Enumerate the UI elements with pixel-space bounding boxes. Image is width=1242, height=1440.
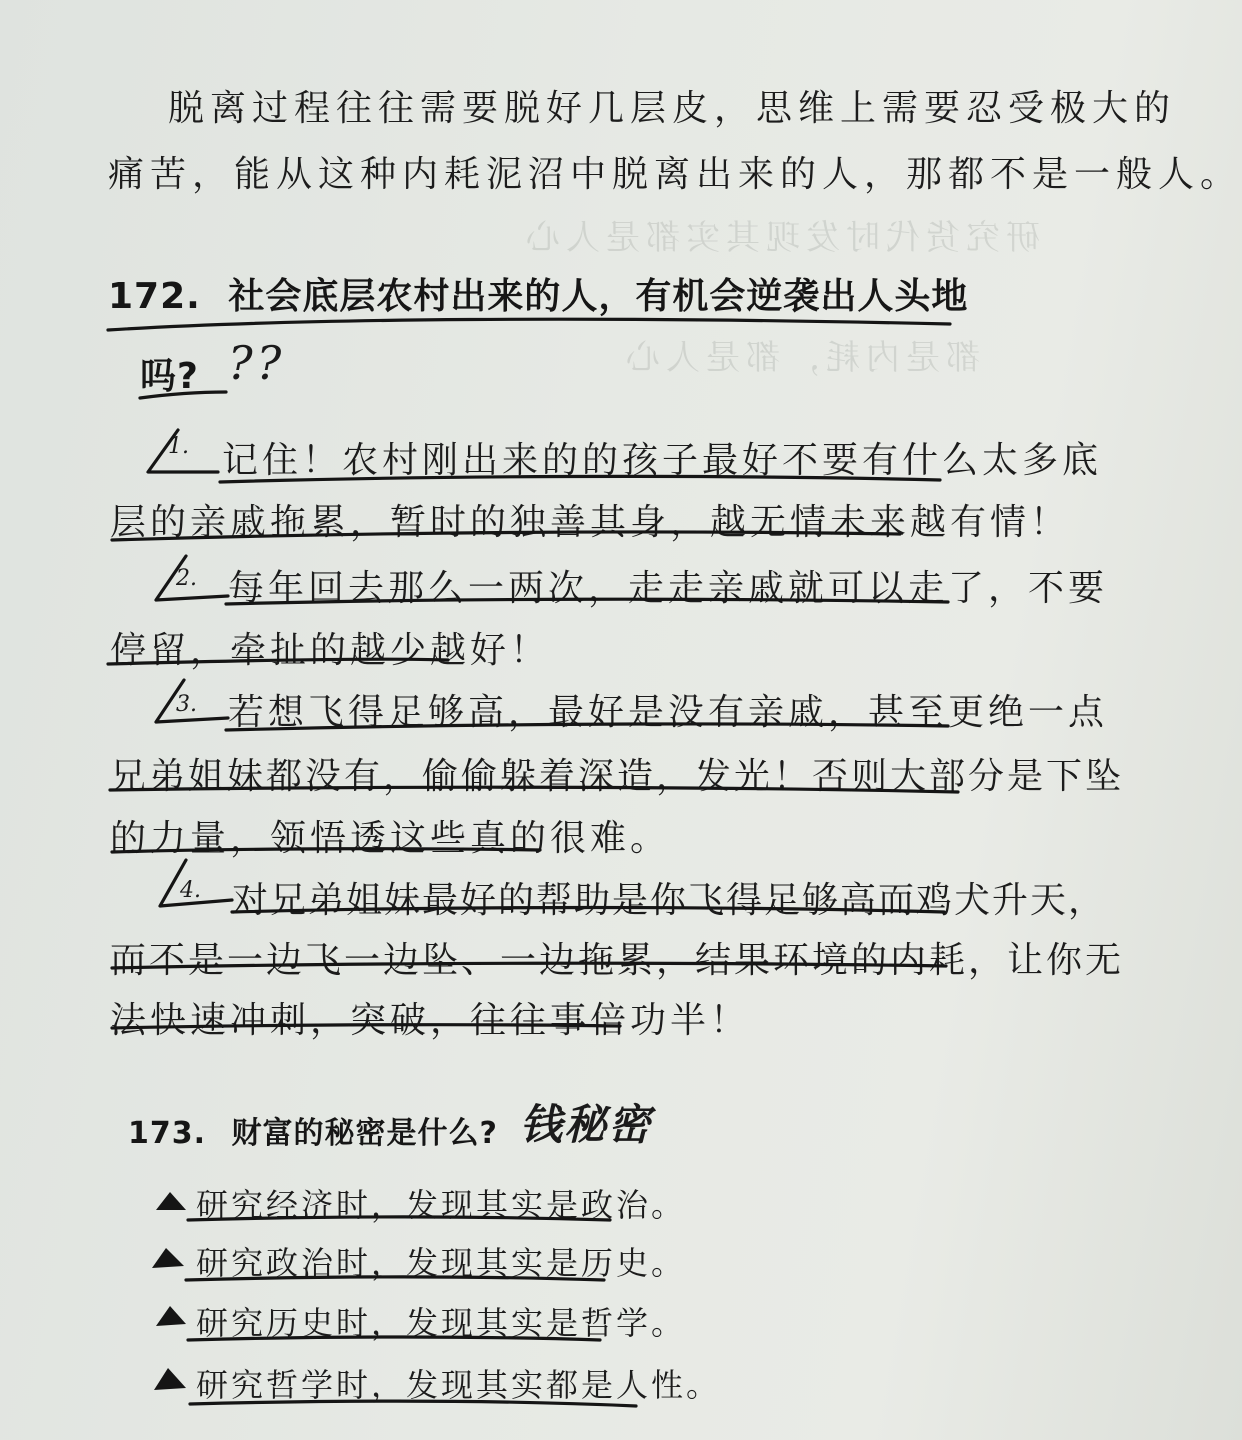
bullet-item-1: 研究经济时，发现其实是政治。 [196,1186,687,1224]
section-172-title-line-1: 社会底层农村出来的人，有机会逆袭出人头地 [228,276,969,317]
item-4-marker: 4. [180,878,201,903]
item-2-marker: 2. [176,566,197,591]
bleed-through-text: 都是内耗，都是人心 [620,338,980,378]
intro-line-2: 痛苦，能从这种内耗泥沼中脱离出来的人，那都不是一般人。 [108,154,1242,195]
heading-172-underline [108,319,950,330]
bullet-1-triangle-icon [156,1192,186,1210]
item-1-line-1: 记住！农村刚出来的的孩子最好不要有什么太多底 [222,440,1103,481]
item-2-line-1: 每年回去那么一两次，走走亲戚就可以走了，不要 [228,568,1109,609]
intro-line-1: 脱离过程往往需要脱好几层皮，思维上需要忍受极大的 [168,88,1177,129]
item-3-line-3: 的力量，领悟透这些真的很难。 [110,818,671,859]
item-1-marker: 1. [168,434,189,459]
bullet-3-triangle-icon [156,1306,186,1326]
section-172-number: 172. [108,276,201,317]
bullet-item-2: 研究政治时，发现其实是历史。 [196,1244,687,1282]
section-173-number: 173. [128,1116,207,1151]
section-172-heading [108,268,968,319]
bullet-item-3: 研究历史时，发现其实是哲学。 [196,1304,687,1342]
section-172-title-line-2: 吗? [140,356,199,397]
bleed-through-text: 研究货代时发现其实都是人心 [520,218,1040,258]
handwritten-note-money-secret: 钱秘密 [520,1100,653,1149]
item-4-line-3: 法快速冲刺，突破，往往事倍功半！ [110,1000,751,1041]
item-3-line-2: 兄弟姐妹都没有，偷偷躲着深造，发光！否则大部分是下坠 [110,756,1125,797]
item-4-line-1: 对兄弟姐妹最好的帮助是你飞得足够高而鸡犬升天， [232,880,1107,921]
item-4-line-2: 而不是一边飞一边坠、一边拖累，结果环境的内耗，让你无 [110,940,1125,981]
item-1-line-2: 层的亲戚拖累，暂时的独善其身，越无情未来越有情！ [110,502,1071,543]
bullet-4-triangle-icon [154,1368,186,1390]
item-2-line-2: 停留，牵扯的越少越好！ [110,630,551,671]
item-3-marker: 3. [176,692,197,717]
section-173-heading [128,1108,498,1152]
bullet-2-triangle-icon [152,1248,184,1268]
bullet-item-4: 研究哲学时，发现其实都是人性。 [196,1366,722,1404]
handwritten-question-marks: ?? [228,336,286,390]
section-173-title: 财富的秘密是什么? [231,1116,498,1151]
item-3-line-1: 若想飞得足够高，最好是没有亲戚，甚至更绝一点 [228,692,1109,733]
